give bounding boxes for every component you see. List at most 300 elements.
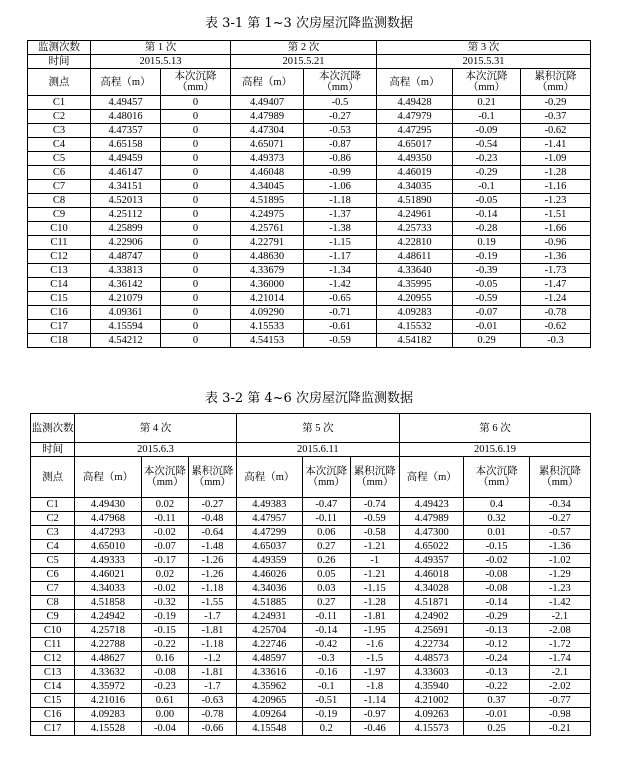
point-id-cell: C18 [28, 334, 91, 348]
point-id-cell: C7 [31, 582, 75, 596]
value-cell: 4.47957 [236, 512, 302, 526]
column-header-this-settlement: 本次沉降（mm） [453, 69, 521, 96]
value-cell: -0.08 [464, 568, 529, 582]
value-cell: -1.23 [529, 582, 590, 596]
value-cell: 4.47989 [231, 110, 304, 124]
column-header-elevation: 高程（m） [236, 457, 302, 498]
value-cell: 4.51871 [400, 596, 464, 610]
value-cell: 4.25691 [400, 624, 464, 638]
value-cell: 0 [161, 292, 231, 306]
value-cell: -0.15 [141, 624, 188, 638]
table-row [28, 180, 591, 194]
value-cell: -1.14 [350, 694, 400, 708]
value-cell: 4.22810 [377, 236, 453, 250]
value-cell: -0.46 [350, 722, 400, 736]
value-cell: -1.18 [304, 194, 377, 208]
point-id-cell: C12 [28, 250, 91, 264]
value-cell: -0.21 [529, 722, 590, 736]
value-cell: 0.03 [303, 582, 350, 596]
value-cell: -1.21 [350, 568, 400, 582]
column-header-elevation: 高程（m） [91, 69, 161, 96]
value-cell: -1.41 [521, 138, 591, 152]
value-cell: -0.05 [453, 278, 521, 292]
date-cell: 2015.6.19 [400, 443, 591, 457]
value-cell: 4.65010 [75, 540, 141, 554]
value-cell: -1.8 [350, 680, 400, 694]
value-cell: -0.02 [141, 526, 188, 540]
value-cell: 4.09283 [377, 306, 453, 320]
value-cell: 4.49457 [91, 96, 161, 110]
table-row [28, 292, 591, 306]
table-row [28, 152, 591, 166]
value-cell: 4.48627 [75, 652, 141, 666]
value-cell: -1.47 [521, 278, 591, 292]
value-cell: 0 [161, 110, 231, 124]
date-cell: 2015.5.31 [377, 55, 591, 69]
point-id-cell: C6 [31, 568, 75, 582]
value-cell: 4.49428 [377, 96, 453, 110]
value-cell: -0.01 [464, 708, 529, 722]
value-cell: -1.36 [529, 540, 590, 554]
settlement-table-2 [30, 413, 591, 736]
value-cell: -0.11 [303, 512, 350, 526]
point-id-cell: C13 [31, 666, 75, 680]
value-cell: 0.21 [453, 96, 521, 110]
value-cell: -1.24 [521, 292, 591, 306]
table-row [31, 498, 591, 512]
value-cell: 0 [161, 278, 231, 292]
round-header: 第 2 次 [231, 41, 377, 55]
value-cell: 4.48630 [231, 250, 304, 264]
value-cell: -0.19 [453, 250, 521, 264]
value-cell: -0.98 [529, 708, 590, 722]
value-cell: 0 [161, 264, 231, 278]
value-cell: 4.65017 [377, 138, 453, 152]
value-cell: 4.09283 [75, 708, 141, 722]
value-cell: 4.20965 [236, 694, 302, 708]
value-cell: 4.15528 [75, 722, 141, 736]
value-cell: 0.61 [141, 694, 188, 708]
table-row [28, 320, 591, 334]
value-cell: 0.06 [303, 526, 350, 540]
value-cell: -2.08 [529, 624, 590, 638]
value-cell: 4.47989 [400, 512, 464, 526]
table-row [28, 264, 591, 278]
value-cell: -2.1 [529, 666, 590, 680]
point-id-cell: C6 [28, 166, 91, 180]
table-row [28, 334, 591, 348]
value-cell: 0.4 [464, 498, 529, 512]
value-cell: -1.21 [350, 540, 400, 554]
value-cell: 4.35972 [75, 680, 141, 694]
value-cell: 4.49407 [231, 96, 304, 110]
value-cell: 4.49383 [236, 498, 302, 512]
value-cell: -0.07 [453, 306, 521, 320]
value-cell: -0.99 [304, 166, 377, 180]
value-cell: -0.59 [304, 334, 377, 348]
value-cell: 0.27 [303, 540, 350, 554]
table1-caption: 表 3-1 第 1~3 次房屋沉降监测数据 [205, 16, 413, 31]
value-cell: -1.16 [521, 180, 591, 194]
value-cell: -0.54 [453, 138, 521, 152]
value-cell: -0.3 [521, 334, 591, 348]
value-cell: -0.08 [464, 582, 529, 596]
value-cell: 4.25704 [236, 624, 302, 638]
value-cell: 4.47357 [91, 124, 161, 138]
table-row [31, 624, 591, 638]
point-id-cell: C16 [31, 708, 75, 722]
value-cell: -0.42 [303, 638, 350, 652]
value-cell: 4.65022 [400, 540, 464, 554]
value-cell: 0.25 [464, 722, 529, 736]
value-cell: 4.33632 [75, 666, 141, 680]
value-cell: -1.34 [304, 264, 377, 278]
value-cell: 4.48573 [400, 652, 464, 666]
value-cell: 4.33679 [231, 264, 304, 278]
column-header-cumulative-settlement: 累积沉降（mm） [350, 457, 400, 498]
value-cell: 0.02 [141, 568, 188, 582]
table-row [31, 540, 591, 554]
value-cell: -0.97 [350, 708, 400, 722]
value-cell: -0.59 [350, 512, 400, 526]
value-cell: -0.61 [304, 320, 377, 334]
value-cell: -1.42 [529, 596, 590, 610]
value-cell: 4.21016 [75, 694, 141, 708]
table-row [31, 680, 591, 694]
value-cell: -0.51 [303, 694, 350, 708]
value-cell: 4.24942 [75, 610, 141, 624]
value-cell: -1.73 [521, 264, 591, 278]
value-cell: -1.2 [189, 652, 236, 666]
value-cell: 4.33640 [377, 264, 453, 278]
value-cell: 4.21014 [231, 292, 304, 306]
value-cell: 0 [161, 250, 231, 264]
value-cell: -0.66 [189, 722, 236, 736]
value-cell: -0.62 [521, 320, 591, 334]
value-cell: 0.01 [464, 526, 529, 540]
value-cell: -0.96 [521, 236, 591, 250]
value-cell: 4.65071 [231, 138, 304, 152]
value-cell: 4.22791 [231, 236, 304, 250]
point-id-cell: C10 [28, 222, 91, 236]
value-cell: -1.72 [529, 638, 590, 652]
value-cell: 4.51885 [236, 596, 302, 610]
value-cell: -0.1 [303, 680, 350, 694]
value-cell: -0.1 [453, 180, 521, 194]
settlement-table-1 [27, 40, 591, 348]
value-cell: -1.66 [521, 222, 591, 236]
value-cell: 4.09361 [91, 306, 161, 320]
value-cell: 4.47979 [377, 110, 453, 124]
value-cell: -0.09 [453, 124, 521, 138]
point-id-cell: C14 [28, 278, 91, 292]
value-cell: 4.15533 [231, 320, 304, 334]
point-id-cell: C16 [28, 306, 91, 320]
value-cell: -1.28 [350, 596, 400, 610]
date-cell: 2015.5.21 [231, 55, 377, 69]
value-cell: 4.24902 [400, 610, 464, 624]
point-id-cell: C9 [31, 610, 75, 624]
value-cell: 0 [161, 334, 231, 348]
value-cell: -0.11 [303, 610, 350, 624]
column-header-cumulative-settlement: 累积沉降（mm） [529, 457, 590, 498]
value-cell: -0.32 [141, 596, 188, 610]
value-cell: -0.15 [464, 540, 529, 554]
value-cell: 0.2 [303, 722, 350, 736]
point-id-cell: C4 [31, 540, 75, 554]
table2-caption: 表 3-2 第 4~6 次房屋沉降监测数据 [205, 391, 413, 406]
column-header-elevation: 高程（m） [75, 457, 141, 498]
label-round: 监测次数 [31, 414, 75, 443]
value-cell: 4.33616 [236, 666, 302, 680]
value-cell: -1.28 [521, 166, 591, 180]
value-cell: -0.71 [304, 306, 377, 320]
value-cell: -0.02 [141, 582, 188, 596]
table-row [28, 222, 591, 236]
value-cell: 4.54212 [91, 334, 161, 348]
value-cell: -0.62 [521, 124, 591, 138]
column-header-this-settlement: 本次沉降（mm） [141, 457, 188, 498]
value-cell: 4.22746 [236, 638, 302, 652]
value-cell: 4.49359 [236, 554, 302, 568]
value-cell: 4.46147 [91, 166, 161, 180]
value-cell: 4.22734 [400, 638, 464, 652]
value-cell: -1.18 [189, 582, 236, 596]
value-cell: 4.47304 [231, 124, 304, 138]
value-cell: -0.11 [141, 512, 188, 526]
value-cell: 0 [161, 124, 231, 138]
value-cell: 4.24975 [231, 208, 304, 222]
table-row [31, 610, 591, 624]
value-cell: 4.22906 [91, 236, 161, 250]
value-cell: 4.15548 [236, 722, 302, 736]
value-cell: -0.12 [464, 638, 529, 652]
column-header-cumulative-settlement: 累积沉降（mm） [521, 69, 591, 96]
value-cell: -1.81 [189, 624, 236, 638]
value-cell: 4.25761 [231, 222, 304, 236]
value-cell: -1.42 [304, 278, 377, 292]
table-row [31, 694, 591, 708]
value-cell: -0.53 [304, 124, 377, 138]
label-time: 时间 [28, 55, 91, 69]
table-row [28, 124, 591, 138]
value-cell: 4.47300 [400, 526, 464, 540]
value-cell: 4.46048 [231, 166, 304, 180]
value-cell: -0.59 [453, 292, 521, 306]
value-cell: 4.46021 [75, 568, 141, 582]
value-cell: -0.22 [141, 638, 188, 652]
point-id-cell: C15 [31, 694, 75, 708]
value-cell: -0.23 [453, 152, 521, 166]
value-cell: 0.19 [453, 236, 521, 250]
value-cell: -1.7 [189, 680, 236, 694]
value-cell: 4.51895 [231, 194, 304, 208]
value-cell: 4.47295 [377, 124, 453, 138]
value-cell: 4.20955 [377, 292, 453, 306]
point-id-cell: C5 [31, 554, 75, 568]
value-cell: -0.5 [304, 96, 377, 110]
value-cell: -1.95 [350, 624, 400, 638]
value-cell: -0.57 [529, 526, 590, 540]
date-cell: 2015.6.3 [75, 443, 236, 457]
table-row [28, 194, 591, 208]
point-id-cell: C14 [31, 680, 75, 694]
value-cell: 0.32 [464, 512, 529, 526]
table-row [31, 708, 591, 722]
value-cell: -0.08 [141, 666, 188, 680]
value-cell: -1.38 [304, 222, 377, 236]
value-cell: -1.7 [189, 610, 236, 624]
value-cell: -0.3 [303, 652, 350, 666]
value-cell: -0.01 [453, 320, 521, 334]
round-header: 第 3 次 [377, 41, 591, 55]
value-cell: 4.33603 [400, 666, 464, 680]
value-cell: -1.09 [521, 152, 591, 166]
value-cell: 4.51890 [377, 194, 453, 208]
value-cell: -0.19 [141, 610, 188, 624]
point-id-cell: C2 [28, 110, 91, 124]
value-cell: -1.5 [350, 652, 400, 666]
date-cell: 2015.5.13 [91, 55, 231, 69]
value-cell: 4.49459 [91, 152, 161, 166]
value-cell: 4.25733 [377, 222, 453, 236]
point-id-cell: C1 [28, 96, 91, 110]
value-cell: 4.34028 [400, 582, 464, 596]
value-cell: 4.15532 [377, 320, 453, 334]
value-cell: -0.13 [464, 666, 529, 680]
table-row [31, 596, 591, 610]
value-cell: 4.24931 [236, 610, 302, 624]
column-header-this-settlement: 本次沉降（mm） [161, 69, 231, 96]
value-cell: -0.37 [521, 110, 591, 124]
point-id-cell: C15 [28, 292, 91, 306]
value-cell: 4.24961 [377, 208, 453, 222]
value-cell: -1.81 [350, 610, 400, 624]
value-cell: 4.21079 [91, 292, 161, 306]
point-id-cell: C17 [28, 320, 91, 334]
table-row [28, 208, 591, 222]
value-cell: -0.29 [453, 166, 521, 180]
table-row [28, 138, 591, 152]
column-header-this-settlement: 本次沉降（mm） [464, 457, 529, 498]
value-cell: 4.47293 [75, 526, 141, 540]
table-row [28, 306, 591, 320]
value-cell: -0.13 [464, 624, 529, 638]
value-cell: -0.16 [303, 666, 350, 680]
value-cell: 0 [161, 138, 231, 152]
value-cell: -0.28 [453, 222, 521, 236]
value-cell: -1.15 [304, 236, 377, 250]
value-cell: -1.74 [529, 652, 590, 666]
table-row [31, 568, 591, 582]
point-id-cell: C4 [28, 138, 91, 152]
value-cell: -0.17 [141, 554, 188, 568]
value-cell: 4.49373 [231, 152, 304, 166]
value-cell: -1.37 [304, 208, 377, 222]
value-cell: -0.14 [303, 624, 350, 638]
point-id-cell: C8 [28, 194, 91, 208]
point-id-cell: C7 [28, 180, 91, 194]
value-cell: 4.65158 [91, 138, 161, 152]
value-cell: -0.86 [304, 152, 377, 166]
value-cell: 4.35940 [400, 680, 464, 694]
point-id-cell: C2 [31, 512, 75, 526]
value-cell: 4.33813 [91, 264, 161, 278]
value-cell: 4.48611 [377, 250, 453, 264]
value-cell: -0.78 [189, 708, 236, 722]
value-cell: -0.29 [464, 610, 529, 624]
value-cell: -0.05 [453, 194, 521, 208]
label-time: 时间 [31, 443, 75, 457]
value-cell: -0.14 [464, 596, 529, 610]
value-cell: -0.63 [189, 694, 236, 708]
point-id-cell: C3 [31, 526, 75, 540]
point-id-cell: C11 [28, 236, 91, 250]
value-cell: 4.34033 [75, 582, 141, 596]
value-cell: -2.1 [529, 610, 590, 624]
value-cell: -0.1 [453, 110, 521, 124]
point-id-cell: C3 [28, 124, 91, 138]
value-cell: -1.36 [521, 250, 591, 264]
value-cell: -0.04 [141, 722, 188, 736]
label-point: 测点 [28, 69, 91, 96]
value-cell: 4.09263 [400, 708, 464, 722]
value-cell: 0 [161, 236, 231, 250]
column-header-cumulative-settlement: 累积沉降（mm） [189, 457, 236, 498]
value-cell: 0 [161, 222, 231, 236]
value-cell: 4.52013 [91, 194, 161, 208]
value-cell: 4.49357 [400, 554, 464, 568]
value-cell: 4.21002 [400, 694, 464, 708]
point-id-cell: C8 [31, 596, 75, 610]
value-cell: -0.64 [189, 526, 236, 540]
value-cell: 4.47299 [236, 526, 302, 540]
table-row [28, 250, 591, 264]
table-row [31, 582, 591, 596]
value-cell: -0.14 [453, 208, 521, 222]
value-cell: 0 [161, 306, 231, 320]
value-cell: 4.51858 [75, 596, 141, 610]
value-cell: 4.48597 [236, 652, 302, 666]
value-cell: -0.58 [350, 526, 400, 540]
value-cell: -0.48 [189, 512, 236, 526]
value-cell: 0.37 [464, 694, 529, 708]
value-cell: -1.26 [189, 554, 236, 568]
value-cell: 4.49423 [400, 498, 464, 512]
value-cell: 0 [161, 320, 231, 334]
value-cell: 0 [161, 208, 231, 222]
value-cell: -0.02 [464, 554, 529, 568]
value-cell: 0 [161, 152, 231, 166]
value-cell: 4.65037 [236, 540, 302, 554]
value-cell: -1.51 [521, 208, 591, 222]
value-cell: -1.29 [529, 568, 590, 582]
value-cell: -0.22 [464, 680, 529, 694]
point-id-cell: C13 [28, 264, 91, 278]
value-cell: -0.65 [304, 292, 377, 306]
value-cell: -1.02 [529, 554, 590, 568]
table-row [31, 666, 591, 680]
table-row [31, 652, 591, 666]
value-cell: 4.54182 [377, 334, 453, 348]
value-cell: -0.27 [529, 512, 590, 526]
value-cell: -0.39 [453, 264, 521, 278]
value-cell: -1 [350, 554, 400, 568]
table-row [31, 638, 591, 652]
label-round: 监测次数 [28, 41, 91, 55]
value-cell: 4.34035 [377, 180, 453, 194]
round-header: 第 1 次 [91, 41, 231, 55]
